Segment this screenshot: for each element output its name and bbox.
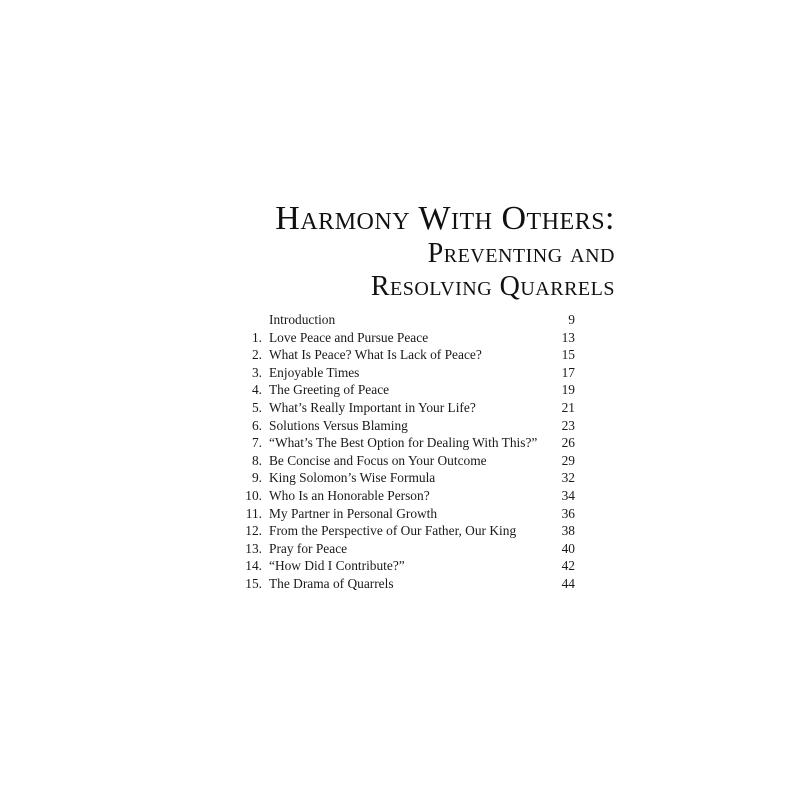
toc-entry-13: [232, 540, 575, 558]
toc-entry-number: 9.: [251, 470, 262, 486]
toc-entry-7: [232, 434, 575, 452]
toc-entry-title: Enjoyable Times: [269, 364, 360, 380]
toc-entry-page: 32: [561, 470, 575, 486]
table-of-contents: [232, 311, 575, 593]
toc-entry-number: 3.: [251, 364, 262, 380]
toc-entry-title: Love Peace and Pursue Peace: [269, 329, 429, 345]
toc-entry-page: 19: [561, 382, 575, 398]
toc-entry-title: “How Did I Contribute?”: [269, 558, 405, 574]
toc-entry-page: 29: [561, 452, 575, 468]
title-line-1: Harmony With Others:: [275, 200, 615, 237]
toc-entry-title: King Solomon’s Wise Formula: [269, 470, 436, 486]
toc-entry-number: 15.: [245, 575, 262, 591]
toc-entry-number: 6.: [251, 417, 262, 433]
toc-entry-number: 2.: [251, 347, 262, 363]
toc-entry-3: [232, 364, 575, 382]
toc-entry-page: 36: [561, 505, 575, 521]
toc-entry-number: 5.: [251, 399, 262, 415]
toc-entry-number: 13.: [245, 540, 262, 556]
title-line-3: Resolving Quarrels: [370, 271, 615, 302]
toc-entry-title: My Partner in Personal Growth: [269, 505, 438, 521]
toc-entry-title: Pray for Peace: [269, 540, 348, 556]
toc-entry-number: 11.: [245, 505, 262, 521]
toc-entry-5: [232, 399, 575, 417]
toc-entry-4: [232, 381, 575, 399]
toc-entry-10: [232, 487, 575, 505]
toc-entry-number: 1.: [251, 329, 262, 345]
toc-entry-2: [232, 346, 575, 364]
toc-entry-title: Solutions Versus Blaming: [269, 417, 408, 433]
toc-entry-15: [232, 575, 575, 593]
toc-entry-introduction: [232, 311, 575, 329]
page-title: [180, 200, 615, 303]
toc-entry-title: Introduction: [269, 312, 336, 327]
toc-entry-6: [232, 417, 575, 435]
toc-entry-number: 10.: [245, 487, 262, 503]
toc-entry-page: 17: [561, 364, 575, 380]
toc-entry-title: The Greeting of Peace: [269, 382, 390, 398]
toc-entry-page: 44: [561, 575, 575, 591]
toc-entry-title: The Drama of Quarrels: [269, 575, 394, 591]
toc-entry-12: [232, 522, 575, 540]
toc-entry-number: 14.: [245, 558, 262, 574]
toc-entry-page: 42: [561, 558, 575, 574]
toc-entry-11: [232, 505, 575, 523]
toc-entry-8: [232, 452, 575, 470]
toc-entry-page: 9: [568, 312, 575, 327]
toc-entry-page: 21: [561, 399, 575, 415]
toc-entry-page: 23: [561, 417, 575, 433]
toc-entry-page: 13: [561, 329, 575, 345]
toc-entry-1: [232, 329, 575, 347]
toc-entry-title: “What’s The Best Option for Dealing With This?”: [269, 435, 538, 451]
toc-entry-page: 40: [561, 540, 575, 556]
toc-entry-14: [232, 557, 575, 575]
toc-entry-title: What’s Really Important in Your Life?: [269, 399, 476, 415]
toc-entry-title: Who Is an Honorable Person?: [269, 487, 430, 503]
toc-entry-title: What Is Peace? What Is Lack of Peace?: [269, 347, 482, 363]
toc-entry-page: 34: [561, 487, 575, 503]
toc-entry-title: From the Perspective of Our Father, Our King: [269, 523, 517, 539]
toc-entry-number: 7.: [251, 435, 262, 451]
toc-entry-number: 4.: [251, 382, 262, 398]
toc-entry-number: 12.: [245, 523, 262, 539]
toc-entry-number: 8.: [251, 452, 262, 468]
toc-entry-title: Be Concise and Focus on Your Outcome: [269, 452, 487, 468]
toc-entry-page: 15: [561, 347, 575, 363]
toc-entry-page: 38: [561, 523, 575, 539]
toc-entry-page: 26: [561, 435, 575, 451]
toc-entry-9: [232, 469, 575, 487]
title-line-2: Preventing and: [427, 238, 615, 269]
